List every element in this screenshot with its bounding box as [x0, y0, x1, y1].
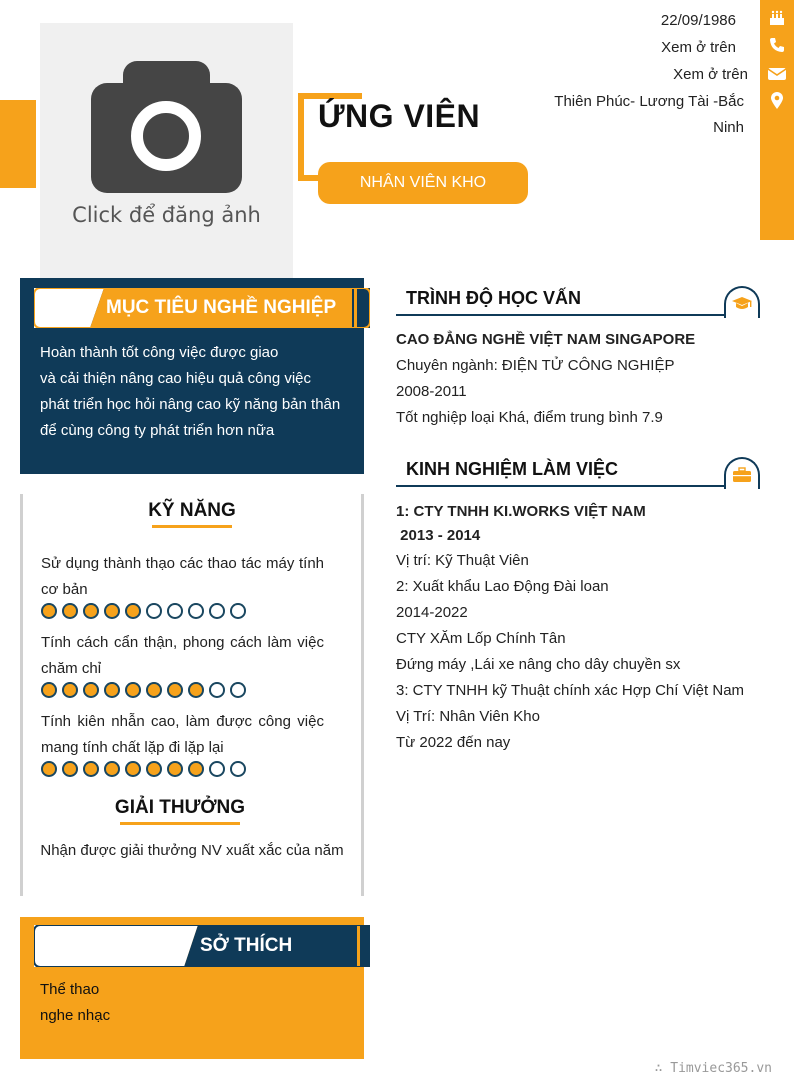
skill-dot-filled	[167, 682, 183, 698]
skill-dot-filled	[83, 761, 99, 777]
skill-dot-filled	[41, 682, 57, 698]
skills-heading	[20, 500, 364, 528]
left-accent-bar	[0, 100, 36, 188]
skill-dot-filled	[104, 761, 120, 777]
skill-dot-filled	[104, 603, 120, 619]
education-result: Tốt nghiệp loại Khá, điểm trung bình 7.9	[396, 409, 663, 426]
objective-line: Hoàn thành tốt công việc được giao	[40, 344, 279, 361]
photo-upload[interactable]	[40, 23, 293, 278]
experience-line: 2: Xuất khẩu Lao Động Đài loan	[396, 578, 609, 595]
hobbies-header	[34, 925, 370, 967]
experience-title: KINH NGHIỆM LÀM VIỆC	[406, 459, 619, 479]
skill-dot-filled	[146, 682, 162, 698]
education-details	[396, 327, 776, 431]
career-objective-title: MỤC TIÊU NGHỀ NGHIỆP	[106, 297, 337, 318]
career-objective-header	[34, 288, 370, 328]
skill-dot-filled	[62, 603, 78, 619]
awards-title: GIẢI THƯỞNG	[114, 797, 246, 818]
education-years: 2008-2011	[396, 383, 467, 400]
education-major: Chuyên ngành: ĐIỆN TỬ CÔNG NGHIỆP	[396, 357, 675, 374]
skill-rating	[41, 761, 246, 777]
skills-title-underline	[152, 525, 232, 528]
skill-rating	[41, 603, 246, 619]
awards-heading	[20, 797, 340, 825]
experience-line: Đứng máy ,Lái xe nâng cho dây chuyền sx	[396, 656, 681, 673]
skill-dot-empty	[146, 603, 162, 619]
photo-upload-caption: Click để đăng ảnh	[72, 203, 261, 227]
skill-dot-filled	[167, 761, 183, 777]
applied-position: NHÂN VIÊN KHO	[318, 162, 528, 204]
skill-dot-empty	[230, 761, 246, 777]
skill-rating	[41, 682, 246, 698]
contact-birthday: 22/09/1986	[660, 12, 736, 29]
camera-icon	[91, 61, 242, 193]
experience-line: 2014-2022	[396, 604, 468, 621]
experience-line: Từ 2022 đến nay	[396, 734, 511, 751]
experience-line: 3: CTY TNHH kỹ Thuật chính xác Hợp Chí Việt Nam	[396, 682, 745, 699]
skill-dot-empty	[188, 603, 204, 619]
objective-line: phát triển học hỏi nâng cao kỹ năng bản thân	[40, 396, 341, 413]
skills-title: KỸ NĂNG	[148, 500, 236, 521]
skill-dot-filled	[188, 682, 204, 698]
experience-details	[396, 500, 776, 756]
envelope-icon	[760, 66, 794, 87]
skill-dot-empty	[209, 761, 225, 777]
contact-phone: Xem ở trên	[661, 39, 736, 56]
map-marker-icon	[760, 92, 794, 115]
skill-dot-filled	[62, 761, 78, 777]
skill-dot-filled	[146, 761, 162, 777]
contact-address-line1: Thiên Phúc- Lương Tài -Bắc	[554, 93, 744, 110]
experience-line: 1: CTY TNHH KI.WORKS VIỆT NAM	[396, 503, 646, 520]
skill-dot-filled	[41, 761, 57, 777]
education-heading	[396, 288, 760, 316]
awards-title-underline	[120, 822, 240, 825]
candidate-name: ỨNG VIÊN	[318, 98, 481, 134]
graduation-cap-icon	[724, 286, 760, 318]
hobbies-list	[40, 977, 110, 1029]
experience-line: 2013 - 2014	[396, 527, 481, 544]
skill-dot-filled	[62, 682, 78, 698]
skill-item-text: Tính kiên nhẫn cao, làm được công việc mang tính chất lặp đi lặp lại	[41, 713, 324, 756]
experience-line: Vị Trí: Nhân Viên Kho	[396, 708, 540, 725]
award-text: Nhận được giải thưởng NV xuất xắc của năm	[40, 842, 344, 859]
birthday-cake-icon	[760, 9, 794, 32]
skill-dot-filled	[104, 682, 120, 698]
experience-line: CTY XĂm Lốp Chính Tân	[396, 630, 566, 647]
experience-heading	[396, 459, 760, 487]
contact-address-line2: Ninh	[713, 119, 744, 136]
site-watermark: ∴ Timviec365.vn	[654, 1061, 772, 1076]
hobby-item: Thể thao	[40, 981, 100, 998]
skill-dot-filled	[125, 761, 141, 777]
skill-dot-empty	[230, 682, 246, 698]
briefcase-icon	[724, 457, 760, 489]
skill-item-text: Sử dụng thành thạo các thao tác máy tính cơ bản	[41, 555, 324, 598]
skill-dot-empty	[209, 603, 225, 619]
objective-line: và cải thiện nâng cao hiệu quả công việc	[40, 370, 312, 387]
skill-dot-empty	[209, 682, 225, 698]
skill-dot-filled	[83, 603, 99, 619]
career-objective-text	[40, 340, 350, 444]
education-school: CAO ĐẲNG NGHỀ VIỆT NAM SINGAPORE	[396, 331, 696, 348]
education-title: TRÌNH ĐỘ HỌC VẤN	[406, 288, 581, 308]
skill-dot-filled	[125, 603, 141, 619]
hobby-item: nghe nhạc	[40, 1007, 111, 1024]
skill-dot-filled	[188, 761, 204, 777]
contact-email: Xem ở trên	[673, 66, 748, 83]
contact-icon-bar	[760, 0, 794, 240]
skill-item-text: Tính cách cẩn thận, phong cách làm việc chăm chỉ	[41, 634, 324, 677]
skill-dot-empty	[230, 603, 246, 619]
skill-dot-empty	[167, 603, 183, 619]
skill-dot-filled	[41, 603, 57, 619]
phone-icon	[760, 37, 794, 58]
skill-dot-filled	[125, 682, 141, 698]
experience-line: Vị trí: Kỹ Thuật Viên	[396, 552, 529, 569]
hobbies-title: SỞ THÍCH	[200, 935, 293, 956]
objective-line: để cùng công ty phát triển hơn nữa	[40, 422, 275, 439]
skill-dot-filled	[83, 682, 99, 698]
